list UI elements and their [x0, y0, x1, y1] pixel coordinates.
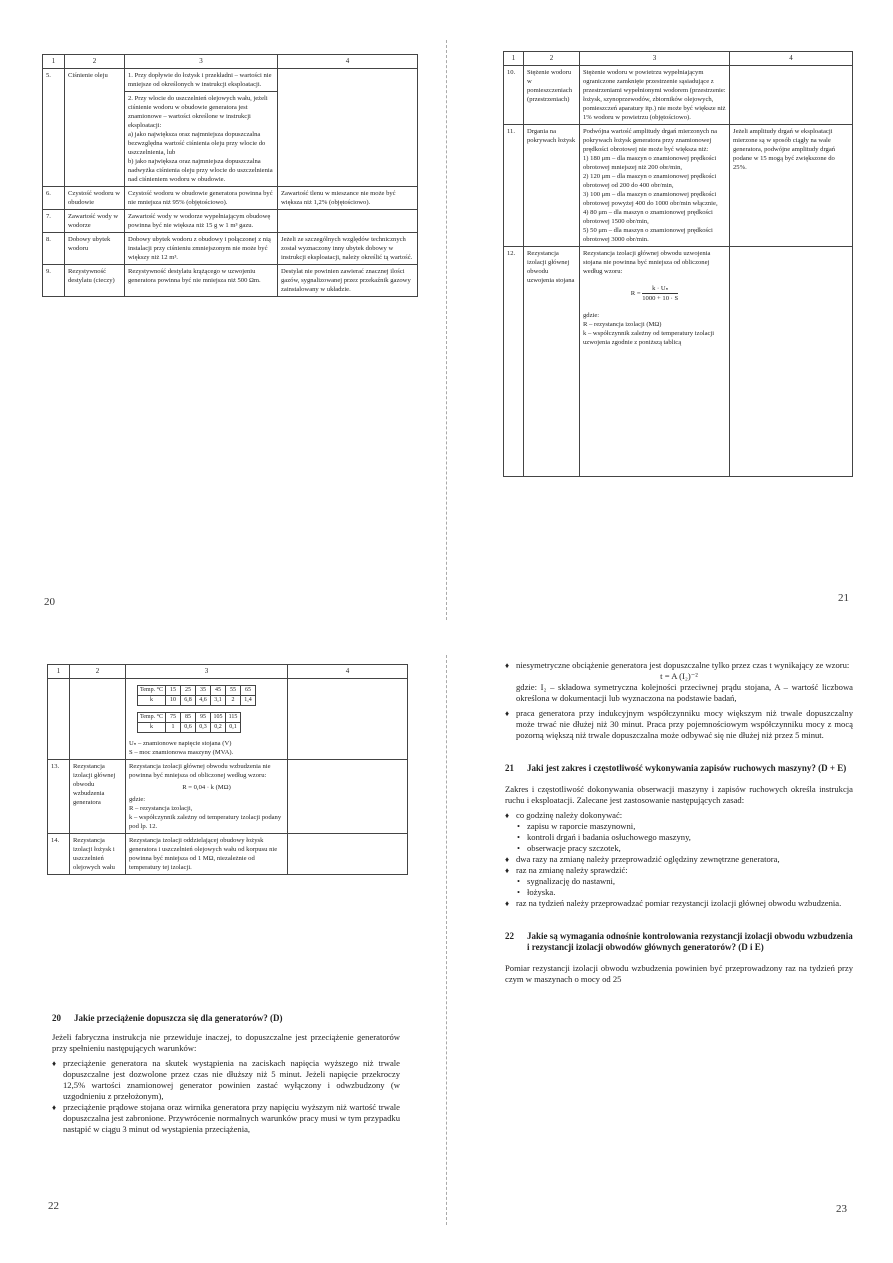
k-cell: 4,6: [195, 696, 210, 706]
table-row: [138, 723, 241, 733]
formula-numerator: k · Uₙ: [642, 284, 678, 294]
temperature-table-1: [137, 685, 256, 706]
col-header-4: 4: [730, 52, 853, 66]
row-number: 5.: [43, 69, 65, 187]
row-remarks: [730, 66, 853, 125]
col-header-3: 3: [126, 665, 288, 679]
bullet-item: ♦ praca generatora przy indukcyjnym współczynniku mocy większym niż trwale dopuszczalny może trwać nie dłużej niż 30 minut. Praca przy pojemnościowym współczynniku mocy z mocą pozorną większą niż trwale dopuszczalna może odbywać się nie dłużej niż przez 5 minut.: [505, 708, 853, 741]
paragraph: Zakres i częstotliwość dokonywania obserwacji maszyny i zapisów ruchowych określa instrukcja ruchu i eksploatacji. Zalecane jest zastosowanie następujących zasad:: [505, 784, 853, 805]
row-remarks: [278, 69, 418, 187]
row-number: 14.: [48, 834, 70, 875]
temp-cell: Temp. °C: [138, 686, 166, 696]
row-requirement: Zawartość wody w wodorze wypełniającym obudowę powinna być nie większa niż 15 g w 1 m³ gazu.: [125, 210, 278, 233]
bullet-item: ♦ raz na tydzień należy przeprowadzać pomiar rezystancji izolacji głównej obwodu wzbudzenia.: [505, 898, 853, 909]
table-row: [43, 233, 418, 265]
temp-cell: Temp. °C: [138, 713, 166, 723]
row-parameter: Dobowy ubytek wodoru: [65, 233, 125, 265]
k-cell: 2: [225, 696, 240, 706]
list-item: 3) 100 μm – dla maszyn o znamionowej prędkości obrotowej powyżej 400 do 1000 obr/min włącznie,: [583, 191, 718, 207]
k-cell: 1: [165, 723, 180, 733]
temp-cell: 45: [210, 686, 225, 696]
table-row: [43, 187, 418, 210]
row-parameter: Stężenie wodoru w pomieszczeniach (przestrzeniach): [524, 66, 580, 125]
row-parameter: Czystość wodoru w obudowie: [65, 187, 125, 210]
k-cell: 0,2: [210, 723, 225, 733]
row-requirement: [580, 247, 730, 477]
row-number: 10.: [504, 66, 524, 125]
page-number-20: 20: [44, 596, 55, 608]
row-number: 11.: [504, 125, 524, 247]
row-parameter: [70, 679, 126, 760]
temp-cell: 105: [210, 713, 225, 723]
row-remarks: [730, 247, 853, 477]
question-22-heading: [505, 931, 853, 953]
temp-cell: 115: [225, 713, 240, 723]
list-item: 4) 80 μm – dla maszyn o znamionowej prędkości obrotowej 1500 obr/min,: [583, 209, 713, 225]
row-requirement: [126, 760, 288, 834]
requirement-text: 1. Przy dopływie do łożysk i przekładni – wartości nie mniejsze od określonych w instrukcji eksploatacji.: [128, 72, 272, 88]
requirement-text: Rezystancja izolacji głównej obwodu wzbudzenia nie powinna być mniejsza od obliczonej według wzoru:: [129, 763, 271, 779]
where-label: gdzie:: [583, 312, 600, 319]
time-formula: t = A (I₂)⁻²: [660, 671, 698, 681]
formula-fraction: [642, 284, 678, 303]
row-remarks: [288, 679, 408, 760]
row-requirement: [125, 69, 278, 187]
row-number: 12.: [504, 247, 524, 477]
row-parameter: Rezystywność destylatu (cieczy): [65, 265, 125, 297]
col-header-4: 4: [288, 665, 408, 679]
row-number: 9.: [43, 265, 65, 297]
sub-bullet-item: • łożyska.: [505, 887, 853, 898]
list-item: 2) 120 μm – dla maszyn o znamionowej prędkości obrotowej od 200 do 400 obr/min,: [583, 173, 717, 189]
temp-cell: 35: [195, 686, 210, 696]
row-remarks: Destylat nie powinien zawierać znacznej ilości gazów, sygnalizowanej przez przekaźnik gazowy zainstalowany w układzie.: [278, 265, 418, 297]
row-remarks: Jeżeli ze szczególnych względów technicznych został wyznaczony inny ubytek dobowy w instrukcji eksploatacji, należy określić tą wartość.: [278, 233, 418, 265]
row-requirement: [580, 125, 730, 247]
row-remarks: Jeżeli amplitudy drgań w eksploatacji mierzone są w sposób ciągły na wale generatora, podwójne amplitudy drgań podane w 15 mogą być zwiększone do 25%.: [730, 125, 853, 247]
col-header-4: 4: [278, 55, 418, 69]
col-header-2: 2: [70, 665, 126, 679]
table-row: [48, 679, 408, 760]
requirement-text: Podwójna wartość amplitudy drgań mierzonych na pokrywach łożysk generatora przy znamionowej prędkości obrotowej nie może być większa niż:: [583, 128, 718, 153]
row-requirement: Czystość wodoru w obudowie generatora powinna być nie mniejsza niż 95% (objętościowo).: [125, 187, 278, 210]
bullet-item: ♦ raz na zmianę należy sprawdzić:: [505, 865, 853, 876]
paragraph: Pomiar rezystancji izolacji obwodu wzbudzenia powinien być przeprowadzony raz na tydzień przy czym w maszynach o mocy od 25: [505, 963, 853, 984]
requirement-text: Rezystancja izolacji głównej obwodu uzwojenia stojana nie powinna być mniejsza od obliczonej według wzoru:: [583, 250, 711, 275]
row-parameter: Rezystancja izolacji głównej obwodu wzbudzenia generatora: [70, 760, 126, 834]
bullet-item: ♦ niesymetryczne obciążenie generatora jest dopuszczalne tylko przez czas t wynikający ze wzoru:: [505, 660, 853, 671]
row-remarks: [278, 210, 418, 233]
col-header-1: 1: [504, 52, 524, 66]
question-text: Jakie przeciążenie dopuszcza się dla generatorów? (D): [74, 1013, 283, 1023]
table-row: [504, 247, 853, 477]
col-header-3: 3: [580, 52, 730, 66]
table-row: [138, 713, 241, 723]
definition: S – moc znamionowa maszyny (MVA).: [129, 749, 234, 756]
question-number: 21: [505, 763, 514, 773]
row-requirement: [126, 679, 288, 760]
question-number: 22: [505, 931, 514, 941]
temp-cell: 95: [195, 713, 210, 723]
table-row: [48, 834, 408, 875]
k-cell: 10: [165, 696, 180, 706]
k-cell: 3,1: [210, 696, 225, 706]
row-number: [48, 679, 70, 760]
temp-cell: 65: [240, 686, 255, 696]
question-21-heading: [505, 763, 853, 774]
col-header-2: 2: [524, 52, 580, 66]
k-cell: 0,3: [195, 723, 210, 733]
where-label: gdzie:: [129, 796, 146, 803]
temp-cell: 85: [180, 713, 195, 723]
row-parameter: Rezystancja izolacji głównej obwodu uzwojenia stojana: [524, 247, 580, 477]
bullet-item: ♦ przeciążenie prądowe stojana oraz wirnika generatora przy napięciu wyższym niż wartość trwale dopuszczalna jest zabronione. Przywrócenie normalnych warunków pracy musi w tym przypadku nastąpić w ciągu 3 minut od wystąpienia przeciążenia,: [52, 1102, 400, 1135]
page23-text: [505, 660, 853, 989]
table-row: [138, 686, 256, 696]
sub-bullet-item: • kontroli drgań i badania osłuchowego maszyny,: [505, 832, 853, 843]
col-header-3: 3: [125, 55, 278, 69]
page-gutter-bottom: [446, 655, 447, 1225]
bullet-item: ♦ dwa razy na zmianę należy przeprowadzić oględziny zewnętrzne generatora,: [505, 854, 853, 865]
row-remarks: Zawartość tlenu w mieszance nie może być większa niż 1,2% (objętościowo).: [278, 187, 418, 210]
definition: k – współczynnik zależny od temperatury izolacji podany pod lp. 12.: [129, 814, 282, 830]
row-requirement: Rezystywność destylatu krążącego w uzwojeniu generatora powinna być nie mniejsza niż 500 Ωm.: [125, 265, 278, 297]
bullet-item: ♦ przeciążenie generatora na skutek wystąpienia na zaciskach napięcia wyższego niż trwale dopuszczalne jest dozwolone przez czas nie dłuższy niż 5 minut. Jeżeli napięcie przekroczy 12,5% wartości znamionowej generator powinien zastać wyłączony i odwzbudzony (w uzgodnieniu z przełożonym),: [52, 1058, 400, 1102]
temperature-table-2: [137, 712, 241, 733]
row-requirement: Stężenie wodoru w powietrzu wypełniającym ograniczone zamknięte przestrzenie sąsiadujące z przestrzeniami wypełnionymi wodorem (przestrzenie: łożysk, szynoprzewodów, zbiorników olejowych, pomieszczeń aparatury itp.) nie może być większe niż 1% wodoru w powietrzu (objętościowo).: [580, 66, 730, 125]
paragraph: gdzie: I₂ – składowa symetryczna kolejności przeciwnej prądu stojana, A – wartość liczbowa określona w dokumentacji lub wyznaczona na podstawie badań,: [516, 682, 853, 703]
k-cell: 6,8: [180, 696, 195, 706]
table-row: [43, 210, 418, 233]
table-row: [504, 66, 853, 125]
col-header-1: 1: [48, 665, 70, 679]
k-cell: k: [138, 696, 166, 706]
definition: k – współczynnik zależny od temperatury izolacji uzwojenia zgodnie z poniższą tablicą: [583, 330, 715, 346]
k-cell: 1,4: [240, 696, 255, 706]
list-item: 5) 50 μm – dla maszyn o znamionowej prędkości obrotowej 3000 obr/min.: [583, 227, 713, 243]
resistance-formula: [583, 284, 726, 303]
temp-cell: 55: [225, 686, 240, 696]
question-20-heading: [52, 1013, 400, 1024]
formula-denominator: 1000 + 10 · S: [642, 295, 679, 302]
col-header-1: 1: [43, 55, 65, 69]
page-number-23: 23: [836, 1203, 847, 1215]
page22-text: [52, 1003, 400, 1135]
k-cell: 0,1: [225, 723, 240, 733]
temp-cell: 15: [165, 686, 180, 696]
row-requirement: Rezystancja izolacji oddzielającej obudowy łożysk generatora i uszczelnień olejowych wału od korpusu nie powinna być mniejsza od 1 MΩ, niezależnie od temperatury tej izolacji.: [126, 834, 288, 875]
table-header-row: [48, 665, 408, 679]
k-cell: k: [138, 723, 166, 733]
page-gutter-top: [446, 40, 447, 620]
definition: R – rezystancja izolacji (MΩ): [583, 321, 662, 328]
table-row: [43, 265, 418, 297]
table-row: [48, 760, 408, 834]
question-text: Jakie są wymagania odnośnie kontrolowania rezystancji izolacji obwodu wzbudzenia i rezystancji izolacji obwodów głównych generatorów? (D i E): [527, 931, 853, 952]
definition: R – rezystancja izolacji,: [129, 805, 193, 812]
page-number-21: 21: [838, 592, 849, 604]
formula-lhs: R =: [630, 290, 641, 298]
sub-bullet-item: • sygnalizację do nastawni,: [505, 876, 853, 887]
requirement-text: a) jako największa oraz najmniejsza dopuszczalna bezwzględna wartość ciśnienia oleju przy wlocie do uszczelnienia, lub: [128, 131, 266, 156]
page21-table: [503, 51, 853, 477]
table-header-row: [43, 55, 418, 69]
question-text: Jaki jest zakres i częstotliwość wykonywania zapisów ruchowych maszyny? (D + E): [527, 763, 847, 773]
requirement-text: 2. Przy wlocie do uszczelnień olejowych wału, jeżeli ciśnienie wodoru w obudowie generatora jest znamionowe – wartości określone w instrukcji eksploatacji:: [128, 95, 268, 129]
table-row: [504, 125, 853, 247]
table-header-row: [504, 52, 853, 66]
row-number: 13.: [48, 760, 70, 834]
col-header-2: 2: [65, 55, 125, 69]
row-number: 8.: [43, 233, 65, 265]
field-resistance-formula: R = 0,04 · k (MΩ): [182, 784, 231, 791]
row-parameter: Ciśnienie oleju: [65, 69, 125, 187]
temp-cell: 25: [180, 686, 195, 696]
page20-table: [42, 54, 418, 297]
list-item: 1) 180 μm – dla maszyn o znamionowej prędkości obrotowej mniejszej niż 200 obr/min,: [583, 155, 717, 171]
question-number: 20: [52, 1013, 61, 1023]
bullet-item: ♦ co godzinę należy dokonywać:: [505, 810, 853, 821]
requirement-text: b) jako największa oraz najmniejsza dopuszczalna nadwyżka ciśnienia oleju przy wlocie do uszczelnienia nad ciśnieniem wodoru w obudowie.: [128, 158, 273, 183]
sub-bullet-item: • zapisu w raporcie maszynowni,: [505, 821, 853, 832]
temp-cell: 75: [165, 713, 180, 723]
k-cell: 0,6: [180, 723, 195, 733]
row-parameter: Drgania na pokrywach łożysk: [524, 125, 580, 247]
requirement-subcell: [125, 91, 277, 184]
row-number: 6.: [43, 187, 65, 210]
row-parameter: Rezystancja izolacji łożysk i uszczelnień olejowych wału: [70, 834, 126, 875]
sub-bullet-item: • obserwacje pracy szczotek,: [505, 843, 853, 854]
definition: Uₙ – znamionowe napięcie stojana (V): [129, 740, 232, 747]
paragraph: Jeżeli fabryczna instrukcja nie przewiduje inaczej, to dopuszczalne jest przeciążenie generatorów przy spełnieniu następujących warunków:: [52, 1032, 400, 1053]
row-number: 7.: [43, 210, 65, 233]
page-number-22: 22: [48, 1200, 59, 1212]
row-remarks: [288, 760, 408, 834]
row-parameter: Zawartość wody w wodorze: [65, 210, 125, 233]
row-requirement: Dobowy ubytek wodoru z obudowy i połączonej z nią instalacji przy ciśnieniu zmniejszonym nie może być większy niż 12 m³.: [125, 233, 278, 265]
table-row: [138, 696, 256, 706]
page22-table: [47, 664, 408, 875]
row-remarks: [288, 834, 408, 875]
table-row: [43, 69, 418, 187]
